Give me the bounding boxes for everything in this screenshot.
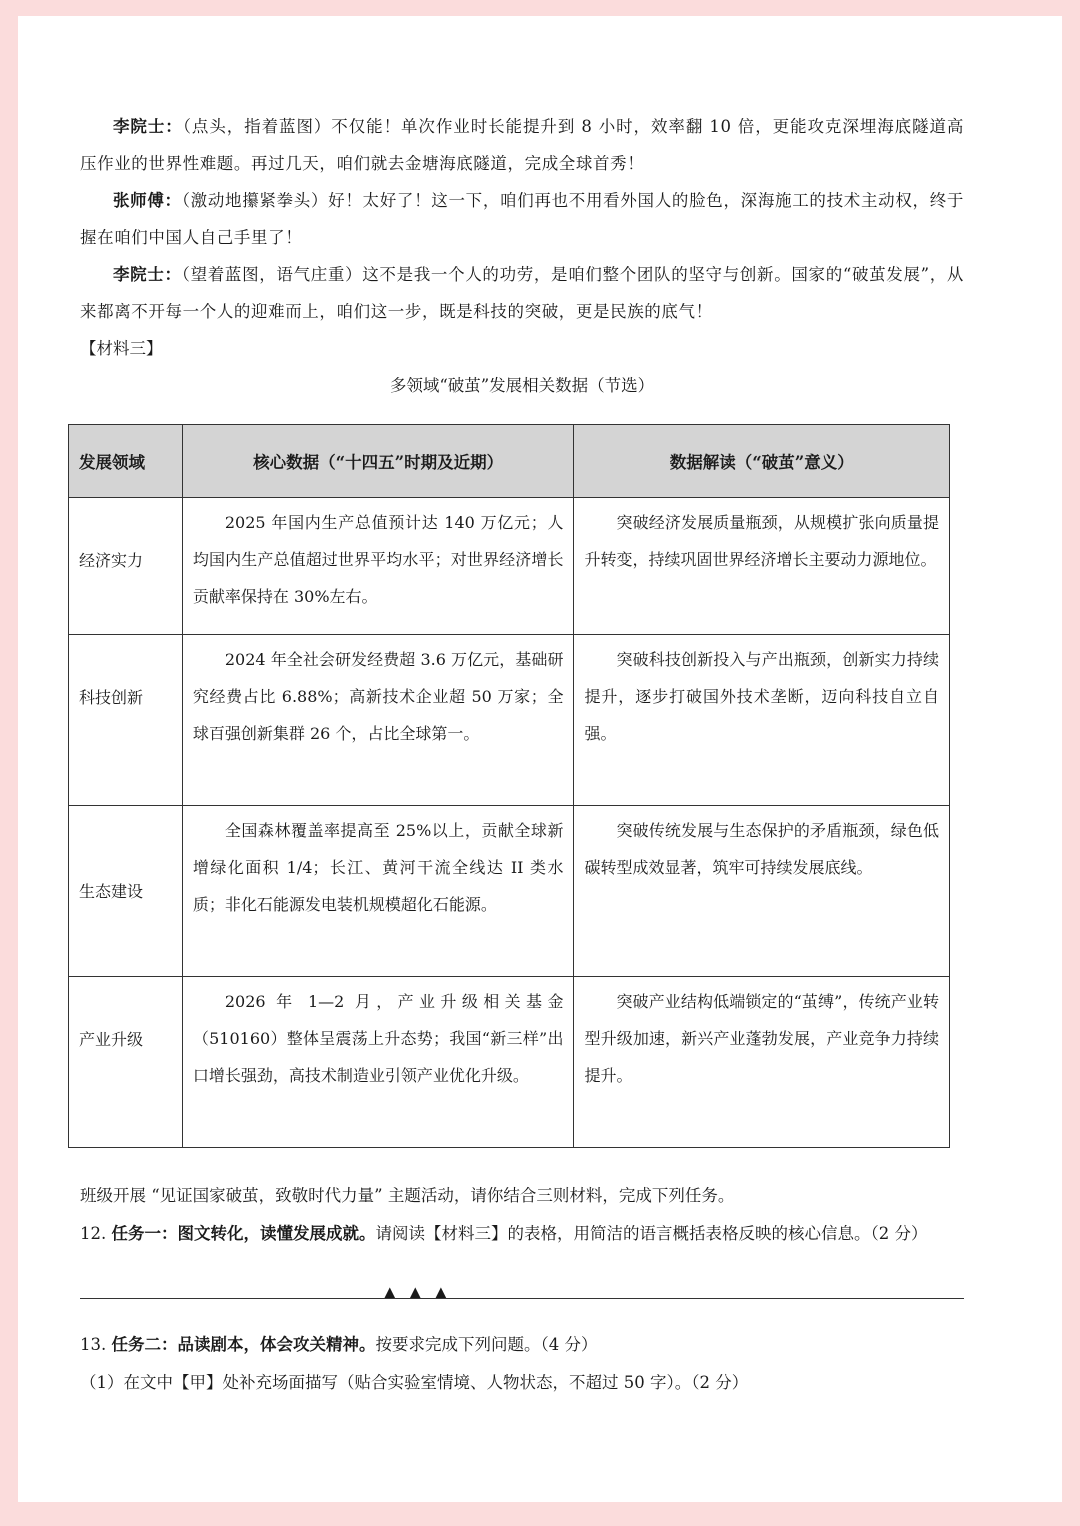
row-meaning	[574, 498, 950, 635]
task-12	[80, 1215, 980, 1253]
row-data	[182, 635, 574, 806]
header-meaning: 数据解读（“破茧”意义）	[574, 425, 950, 498]
dialogue-section	[80, 108, 964, 408]
dialogue-line	[80, 182, 964, 256]
activity-intro: 班级开展 “见证国家破茧，致敬时代力量” 主题活动，请你结合三则材料，完成下列任务。	[80, 1186, 735, 1205]
speaker-name: 李院士：	[113, 265, 182, 284]
task-title: 任务二：品读剧本，体会攻关精神。	[111, 1335, 376, 1354]
row-data-text: 全国森林覆盖率提高至 25%以上，贡献全球新增绿化面积 1/4；长江、黄河干流全线达 II 类水质；非化石能源发电装机规模超化石能源。	[192, 821, 564, 914]
header-field: 发展领域	[69, 425, 183, 498]
material-label: 【材料三】	[80, 339, 163, 358]
row-data-text: 2026 年 1—2 月，产业升级相关基金（510160）整体呈震荡上升态势；我国“新三样”出口增长强劲，高技术制造业引领产业优化升级。	[192, 992, 564, 1085]
answer-line[interactable]	[80, 1298, 964, 1299]
task-text: 请阅读【材料三】的表格，用简洁的语言概括表格反映的核心信息。（2 分）	[375, 1224, 928, 1243]
table-row	[69, 498, 950, 635]
table-header-row	[69, 425, 950, 498]
speaker-name: 张师傅：	[113, 191, 182, 210]
table-row	[69, 635, 950, 806]
row-data-text: 2025 年国内生产总值预计达 140 万亿元；人均国内生产总值超过世界平均水平；对世界经济增长贡献率保持在 30%左右。	[192, 513, 564, 606]
answer-triangles: ▲▲▲	[384, 1283, 461, 1301]
row-field: 科技创新	[69, 635, 183, 806]
row-meaning	[574, 977, 950, 1148]
speaker-name: 李院士：	[113, 117, 183, 136]
table-row	[69, 977, 950, 1148]
task-13-sub-1: （1）在文中【甲】处补充场面描写（贴合实验室情境、人物状态，不超过 50 字）。（2 分）	[80, 1373, 749, 1392]
dialogue-text: （望着蓝图，语气庄重）这不是我一个人的功劳，是咱们整个团队的坚守与创新。国家的“破茧发展”，从来都离不开每一个人的迎难而上，咱们这一步，既是科技的突破，更是民族的底气！	[80, 265, 964, 321]
row-meaning-text: 突破传统发展与生态保护的矛盾瓶颈，绿色低碳转型成效显著，筑牢可持续发展底线。	[584, 821, 939, 877]
dialogue-text: （激动地攥紧拳头）好！太好了！这一下，咱们再也不用看外国人的脸色，深海施工的技术主动权，终于握在咱们中国人自己手里了！	[80, 191, 964, 247]
task-number: 12.	[80, 1224, 107, 1243]
row-meaning	[574, 635, 950, 806]
dialogue-line	[80, 256, 964, 330]
header-core-data: 核心数据（“十四五”时期及近期）	[182, 425, 574, 498]
task-title: 任务一：图文转化，读懂发展成就。	[111, 1224, 376, 1243]
row-field: 经济实力	[69, 498, 183, 635]
table-row	[69, 806, 950, 977]
table-title: 多领域“破茧”发展相关数据（节选）	[389, 376, 655, 395]
row-field: 产业升级	[69, 977, 183, 1148]
tasks-section-2	[80, 1326, 980, 1402]
row-meaning-text: 突破经济发展质量瓶颈，从规模扩张向质量提升转变，持续巩固世界经济增长主要动力源地位。	[584, 513, 939, 569]
row-data	[182, 806, 574, 977]
task-number: 13.	[80, 1335, 107, 1354]
row-meaning	[574, 806, 950, 977]
dialogue-text: （点头，指着蓝图）不仅能！单次作业时长能提升到 8 小时，效率翻 10 倍，更能攻克深埋海底隧道高压作业的世界性难题。再过几天，咱们就去金塘海底隧道，完成全球首秀！	[80, 117, 965, 173]
row-meaning-text: 突破产业结构低端锁定的“茧缚”，传统产业转型升级加速，新兴产业蓬勃发展，产业竞争力持续提升。	[584, 992, 939, 1085]
task-13	[80, 1326, 980, 1364]
dialogue-line	[80, 108, 964, 182]
row-data	[182, 498, 574, 635]
data-table	[68, 424, 950, 1148]
row-data-text: 2024 年全社会研发经费超 3.6 万亿元，基础研究经费占比 6.88%；高新技术企业超 50 万家；全球百强创新集群 26 个，占比全球第一。	[192, 650, 564, 743]
row-meaning-text: 突破科技创新投入与产出瓶颈，创新实力持续提升，逐步打破国外技术垄断，迈向科技自立自强。	[584, 650, 939, 743]
task-text: 按要求完成下列问题。（4 分）	[375, 1335, 598, 1354]
row-data	[182, 977, 574, 1148]
tasks-section	[80, 1177, 980, 1253]
row-field: 生态建设	[69, 806, 183, 977]
